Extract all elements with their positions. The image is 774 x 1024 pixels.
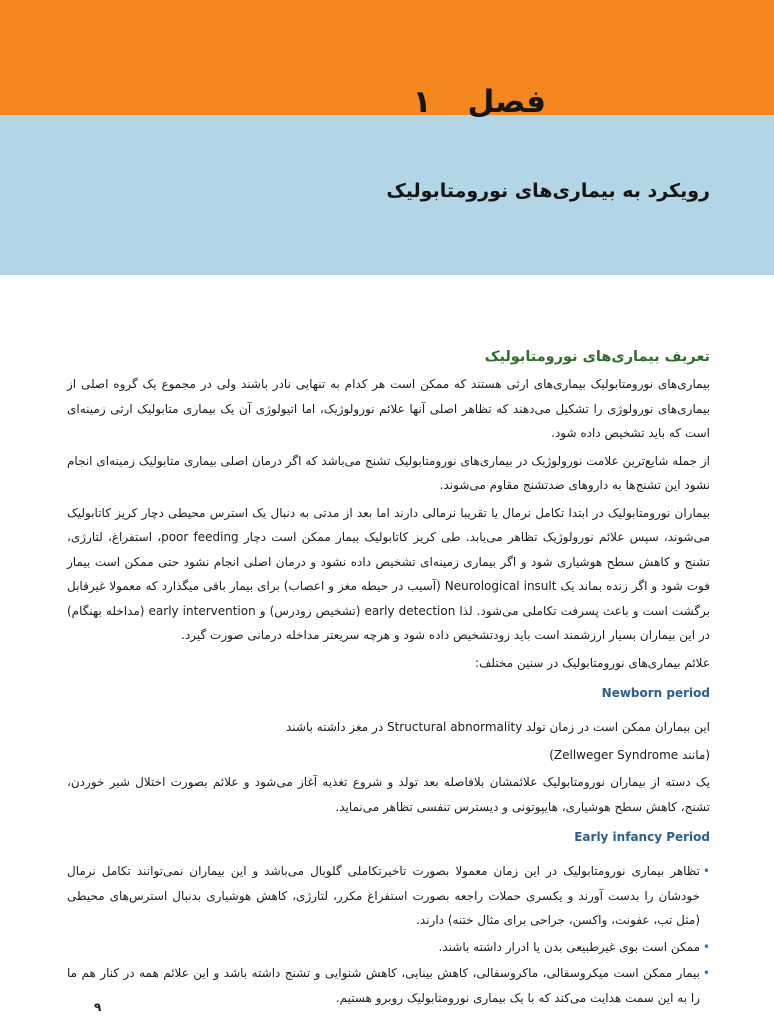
bullet-icon: • — [702, 864, 710, 878]
chapter-title: رویکرد به بیماری‌های نورومتابولیک — [386, 180, 710, 202]
list-item-text: بیمار ممکن است میکروسفالی، ماکروسفالی، کاهش بینایی، کاهش شنوایی و تشنج داشته باشد و این علائم همه در کنار هم ما را به این سمت هدایت می‌کند که با یک بیماری نورومتابولیک روبرو هستیم. — [67, 966, 700, 1005]
list-item — [67, 935, 710, 960]
paragraph: از جمله شایع‌ترین علامت نورولوژیک در بیماری‌های نورومتابولیک تشنج می‌باشد که اگر درمان اصلی بیماری متابولیک زمینه‌ای انجام نشود این تشنج‌ها به داروهای ضدتشنج مقاوم می‌شوند. — [67, 453, 710, 492]
paragraph: علائم بیماری‌های نورومتابولیک در سنین مختلف: — [474, 655, 710, 670]
infancy-bullet-list — [67, 859, 710, 1010]
list-item — [67, 961, 710, 1010]
page-content — [67, 344, 710, 1012]
list-item-text: تظاهر بیماری نورومتابولیک در این زمان معمولا بصورت تاخیرتکاملی گلوبال می‌باشد و این بیماران نمی‌توانند تکامل نرمال خودشان را بدست آورند و یکسری حملات راجعه بصورت استفراغ مکرر، لتارژی، کاهش هوشیاری بدنبال استرس‌های محیطی (مثل تب، عفونت، واکسن، جراحی برای مثال ختنه) دارند. — [67, 864, 700, 927]
section-heading: تعریف بیماری‌های نورومتابولیک — [484, 349, 710, 365]
list-item — [67, 859, 710, 933]
paragraph: (مانند Zellweger Syndrome) — [549, 747, 710, 762]
paragraph: بیماران نورومتابولیک در ابتدا تکامل نرمال یا تقریبا نرمالی دارند اما بعد از مدتی به دنبال یک استرس محیطی دچار کریز کاتابولیک می‌شوند، سپس علائم نورولوژیک تظاهر می‌یابد. طی کریز کاتابولیک بیمار ممکن است دچار poor feeding، استفراغ، لتارژی، تشنج و کاهش سطح هوشیاری شود و اگر بیماری زمینه‌ای تشخیص داده نشود و درمان اصلی انجام نشود حتی ممکن است بیمار فوت شود و اگر زنده بماند یک Neurological insult (آسیب در حیطه مغز و اعصاب) برای بیمار باقی میگذارد که معمولا غیرقابل برگشت است و باعث پسرفت تکاملی می‌شود. لذا early detection (تشخیص زودرس) و early intervention (مداخله بهنگام) در این بیماران بسیار ارزشمند است باید زودتشخیص داده شود و هرچه سریعتر مداخله درمانی صورت گیرد. — [67, 505, 711, 642]
early-infancy-heading: Early infancy Period — [574, 830, 710, 844]
chapter-heading — [0, 84, 546, 121]
chapter-label: فصل — [467, 84, 546, 120]
paragraph: بیماری‌های نورومتابولیک بیماری‌های ارثی هستند که ممکن است هر کدام به تنهایی نادر باشند ولی در مجموع یک گروه اصلی از بیماری‌های نورولوژی را تشکیل می‌دهند که تظاهر اصلی آنها علائم نورولوژیک، اما اتیولوژی آن یک بیماری متابولیک ارثی زمینه‌ای است که باید تشخیص داده شود. — [67, 377, 710, 440]
paragraph: یک دسته از بیماران نورومتابولیک علائمشان بلافاصله بعد تولد و شروع تغذیه آغاز می‌شود و علائم بصورت اختلال شیر خوردن، تشنج، کاهش سطح هوشیاری، هایپوتونی و دیسترس تنفسی تظاهر می‌نماید. — [67, 775, 710, 814]
bullet-icon: • — [702, 966, 710, 980]
chapter-number: ۱ — [412, 84, 432, 120]
paragraph: این بیماران ممکن است در زمان تولد Structural abnormality در مغز داشته باشند — [285, 720, 710, 734]
bullet-icon: • — [702, 939, 710, 954]
newborn-period-heading: Newborn period — [601, 686, 710, 700]
list-item-text: ممکن است بوی غیرطبیعی بدن یا ادرار داشته باشند. — [438, 939, 700, 954]
page-number: ۹ — [94, 1000, 102, 1014]
